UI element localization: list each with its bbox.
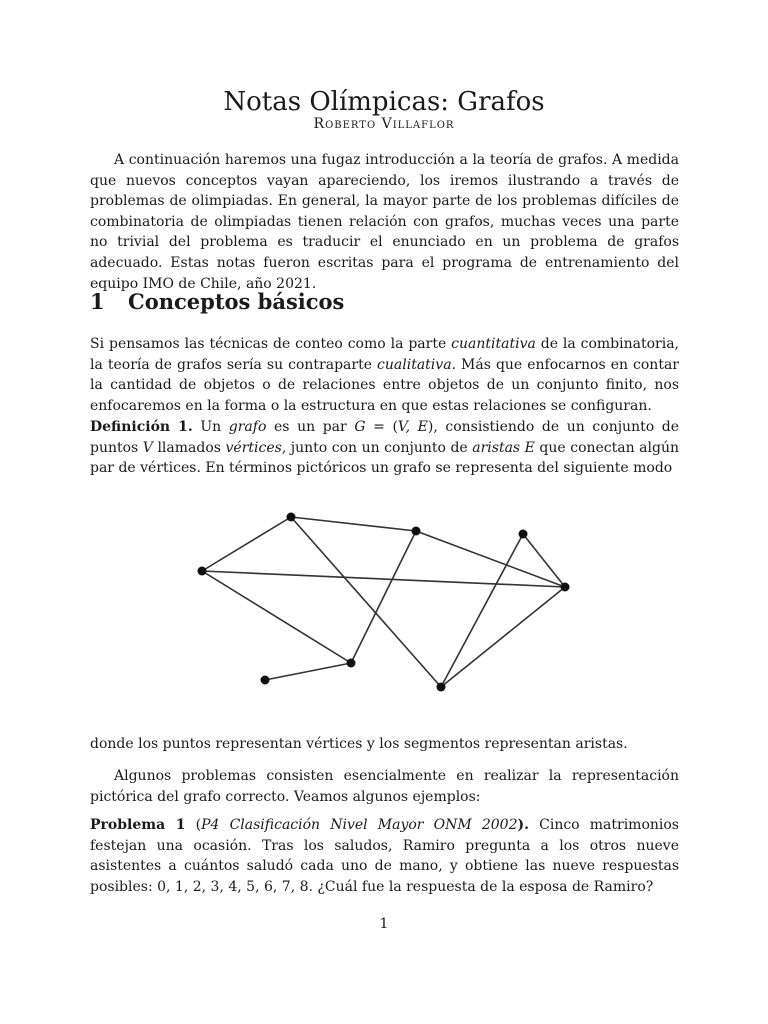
problem-paragraph: Problema 1 (P4 Clasificación Nivel Mayor ONM 2002). Cinco matrimonios festejan una ocasión. Tras los saludos, Ramiro pregunta a los otros nueve asistentes a cuántos saludó cada uno de mano, y obtiene las nueve respuestas posibles: 0, 1, 2, 3, 4, 5, 6, 7, 8. ¿Cuál fue la respuesta de la esposa de Ramiro? xyxy=(90,817,679,895)
concepts-paragraph: Si pensamos las técnicas de conteo como la parte cuantitativa de la combinatoria, la teoría de grafos sería su contraparte cualitativa. Más que enfocarnos en contar la cantidad de objetos o de relaciones entre objetos de un conjunto finito, nos enfocaremos en la forma o la estructura en que estas relaciones se configuran. xyxy=(90,336,680,414)
problem-label: Problema 1 xyxy=(90,817,186,833)
graph-vertex xyxy=(287,513,296,522)
document-author: Roberto Villaflor xyxy=(313,116,455,132)
graph-edge xyxy=(441,587,565,687)
graph-edge xyxy=(291,517,416,531)
document-title: Notas Olímpicas: Grafos xyxy=(223,87,545,117)
graph-vertex xyxy=(347,659,356,668)
page-number: 1 xyxy=(379,916,389,932)
graph-edge xyxy=(202,517,291,571)
graph-vertex xyxy=(412,527,421,536)
graph-vertex xyxy=(519,530,528,539)
examples-paragraph: Algunos problemas consisten esencialmente en realizar la representación pictórica del grafo correcto. Veamos algunos ejemplos: xyxy=(90,768,679,805)
graph-edge xyxy=(265,663,351,680)
graph-edge xyxy=(202,571,351,663)
definition-paragraph: Definición 1. Un grafo es un par G = (V, E), consistiendo de un conjunto de puntos V llamados vértices, junto con un conjunto de aristas E que conectan algún par de vértices. En términos pictóricos un grafo se representa del siguiente modo xyxy=(90,419,679,477)
graph-vertex xyxy=(561,583,570,592)
graph-vertex xyxy=(437,683,446,692)
section-title: Conceptos básicos xyxy=(128,289,345,314)
section-number: 1 xyxy=(90,289,105,314)
graph-edge xyxy=(291,517,441,687)
after-graph-text: donde los puntos representan vértices y los segmentos representan aristas. xyxy=(90,736,628,752)
graph-vertex xyxy=(198,567,207,576)
definition-label: Definición 1. xyxy=(90,419,193,435)
intro-paragraph: A continuación haremos una fugaz introducción a la teoría de grafos. A medida que nuevos conceptos vayan apareciendo, los iremos ilustrando a través de problemas de olimpiadas. En general, la mayor parte de los problemas difíciles de combinatoria de olimpiadas tienen relación con grafos, muchas veces una parte no trivial del problema es traducir el enunciado en un problema de grafos adecuado. Estas notas fueron escritas para el programa de entrenamiento del equipo IMO de Chile, año 2021. xyxy=(90,152,679,292)
problem-source: P4 Clasificación Nivel Mayor ONM 2002 xyxy=(201,817,518,833)
graph-vertex xyxy=(261,676,270,685)
graph-edge xyxy=(202,571,565,587)
graph-edge xyxy=(441,534,523,687)
